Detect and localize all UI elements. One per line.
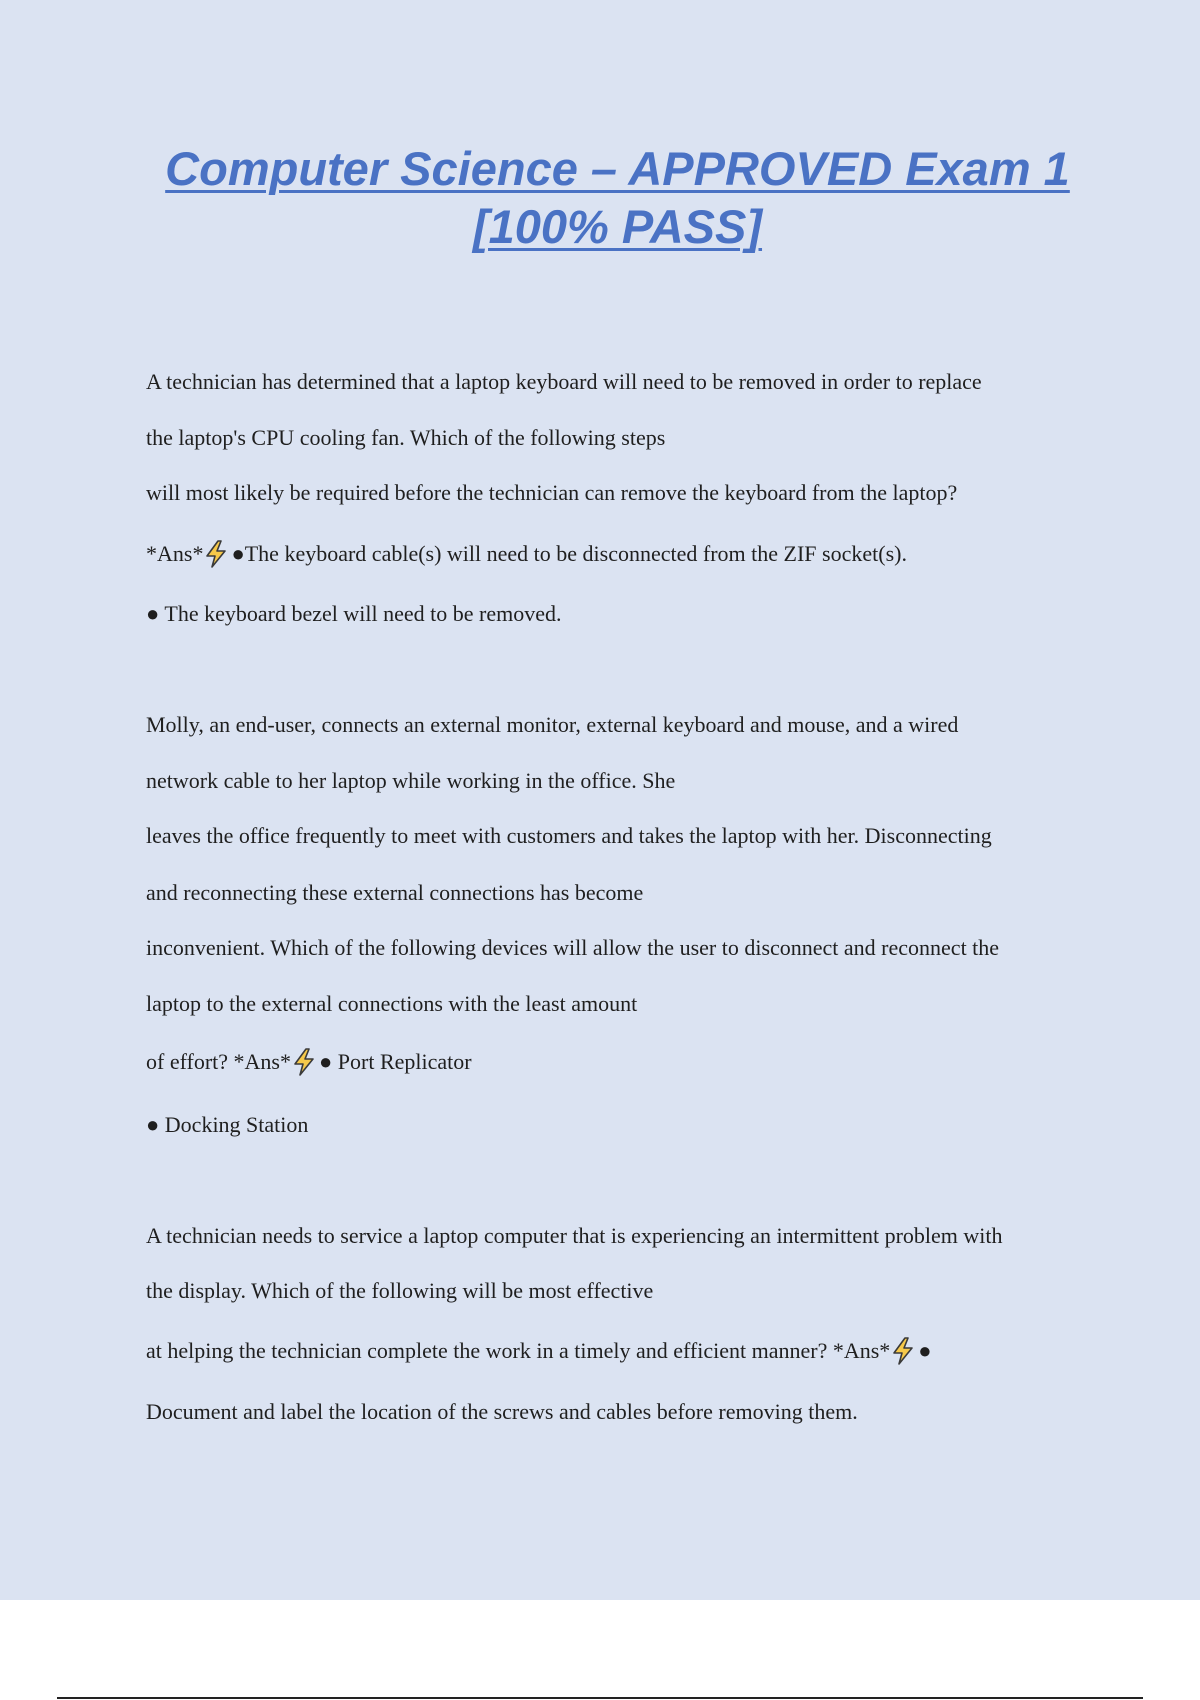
answer-text: ● xyxy=(918,1338,932,1363)
answer-text: ●The keyboard cable(s) will need to be disconnected from the ZIF socket(s). xyxy=(231,541,907,566)
document-title xyxy=(100,140,1135,256)
answer-lead: at helping the technician complete the work in a timely and efficient manner? *Ans* xyxy=(146,1338,891,1363)
question-2-answer xyxy=(146,1048,472,1076)
lightning-bolt-icon xyxy=(292,1048,316,1076)
question-1-line-3: will most likely be required before the technician can remove the keyboard from the laptop? xyxy=(146,480,958,505)
question-2-answer-extra: ● Docking Station xyxy=(146,1112,309,1137)
question-3-line-2: the display. Which of the following will be most effective xyxy=(146,1278,654,1303)
question-3-answer-extra: Document and label the location of the screws and cables before removing them. xyxy=(146,1399,858,1424)
answer-text: ● Port Replicator xyxy=(319,1049,472,1074)
question-1-line-1: A technician has determined that a laptop keyboard will need to be removed in order to replace xyxy=(146,369,982,394)
answer-prefix: *Ans* xyxy=(146,541,204,566)
question-2-line-6: laptop to the external connections with the least amount xyxy=(146,991,638,1016)
footer-divider xyxy=(57,1697,1143,1699)
question-1-line-2: the laptop's CPU cooling fan. Which of the following steps xyxy=(146,425,666,450)
lightning-bolt-icon xyxy=(204,540,228,568)
title-line-2: [100% PASS] xyxy=(472,200,763,253)
question-1-answer xyxy=(146,540,907,568)
question-2-line-5: inconvenient. Which of the following devices will allow the user to disconnect and reconnect the xyxy=(146,935,1000,960)
title-line-1: Computer Science – APPROVED Exam 1 xyxy=(165,142,1070,195)
question-2-line-3: leaves the office frequently to meet with customers and takes the laptop with her. Disconnecting xyxy=(146,823,992,848)
question-2-line-4: and reconnecting these external connections has become xyxy=(146,880,644,905)
answer-lead: of effort? *Ans* xyxy=(146,1049,291,1074)
question-2-line-2: network cable to her laptop while working in the office. She xyxy=(146,768,676,793)
lightning-bolt-icon xyxy=(891,1337,915,1365)
question-3-answer xyxy=(146,1337,932,1365)
question-1-answer-extra: ● The keyboard bezel will need to be removed. xyxy=(146,601,562,626)
question-2-line-1: Molly, an end-user, connects an external monitor, external keyboard and mouse, and a wired xyxy=(146,712,959,737)
question-3-line-1: A technician needs to service a laptop computer that is experiencing an intermittent problem with xyxy=(146,1223,1003,1248)
